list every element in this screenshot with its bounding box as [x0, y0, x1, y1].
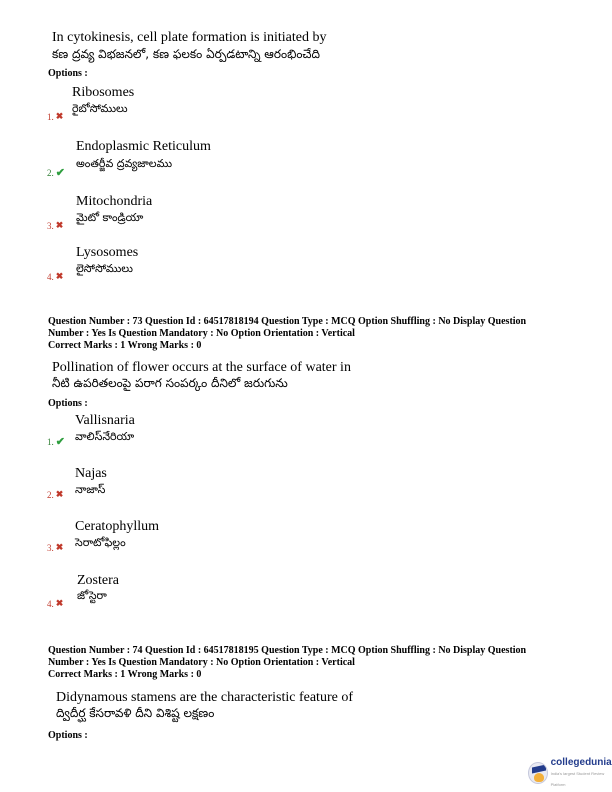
option-number: 2. — [47, 167, 54, 178]
cross-icon: ✖ — [55, 220, 64, 230]
q72-opt4-te: లైసోసోములు — [76, 262, 133, 275]
q73-opt2-te: నాజాస్ — [75, 483, 106, 496]
q73-opt3-te: సెరాటోఫిల్లం — [75, 536, 126, 549]
q72-opt2-number — [47, 166, 65, 179]
q74-text-en: Didynamous stamens are the characteristic feature of — [56, 690, 353, 705]
q74-text-te: ద్విదీర్ఘ కేసరావళి దీని విశిష్ట లక్షణం — [56, 706, 215, 720]
option-number: 1. — [47, 111, 54, 122]
q73-opt1-en: Vallisnaria — [75, 413, 135, 428]
q73-text-te: నీటి ఉపరితలంపై పరాగ సంపర్కం దీనిలో జరుగును — [52, 376, 288, 390]
q73-options-label: Options : — [48, 398, 88, 409]
cross-icon: ✖ — [55, 542, 64, 552]
q72-options-label: Options : — [48, 68, 88, 79]
q74-meta — [48, 645, 568, 681]
q72-opt1-te: రైబోసోములు — [72, 102, 128, 115]
q74-options-label: Options : — [48, 730, 88, 741]
q72-opt3-en: Mitochondria — [76, 194, 153, 209]
option-number: 4. — [47, 271, 54, 282]
q73-opt2-number — [47, 489, 63, 500]
q72-opt4-en: Lysosomes — [76, 245, 139, 260]
cross-icon: ✖ — [55, 271, 64, 281]
option-number: 1. — [47, 436, 54, 447]
q73-opt1-number — [47, 435, 65, 448]
q73-opt4-en: Zostera — [77, 573, 119, 588]
cross-icon: ✖ — [55, 111, 64, 121]
cross-icon: ✖ — [55, 598, 64, 608]
check-icon: ✔ — [55, 436, 65, 448]
q73-meta — [48, 316, 568, 352]
q73-opt4-te: జోస్టెరా — [77, 589, 107, 602]
q72-opt3-te: మైటో కాండ్రియా — [76, 211, 144, 224]
q72-opt1-number — [47, 111, 63, 122]
q73-text-en: Pollination of flower occurs at the surface of water in — [52, 360, 351, 375]
collegedunia-logo — [528, 758, 612, 788]
q73-opt2-en: Najas — [75, 466, 107, 481]
q72-text-te: కణ ద్రవ్య విభజనలో, కణ ఫలకం ఏర్పడటాన్ని ఆరంభించేది — [52, 47, 321, 61]
check-icon: ✔ — [55, 167, 65, 179]
q73-opt3-number — [47, 542, 63, 553]
option-number: 3. — [47, 542, 54, 553]
q74-marks: Correct Marks : 1 Wrong Marks : 0 — [48, 669, 202, 680]
logo-text — [551, 757, 612, 790]
q73-opt1-te: వాలిస్‌నేరియా — [75, 430, 135, 443]
option-number: 2. — [47, 489, 54, 500]
q74-meta-line2: Number : Yes Is Question Mandatory : No Option Orientation : Vertical — [48, 657, 355, 668]
q72-opt1-en: Ribosomes — [72, 85, 135, 100]
q72-text-en: In cytokinesis, cell plate formation is initiated by — [52, 30, 327, 45]
q73-meta-line2: Number : Yes Is Question Mandatory : No Option Orientation : Vertical — [48, 328, 355, 339]
q72-opt2-en: Endoplasmic Reticulum — [76, 139, 211, 154]
q73-meta-line1: Question Number : 73 Question Id : 64517818194 Question Type : MCQ Option Shuffling : No Display Question — [48, 316, 527, 327]
logo-mascot-icon — [528, 762, 548, 784]
q72-opt4-number — [47, 271, 63, 282]
q72-opt2-te: అంతర్జీవ ద్రవ్యజాలము — [76, 157, 173, 170]
option-number: 4. — [47, 598, 54, 609]
q73-marks: Correct Marks : 1 Wrong Marks : 0 — [48, 340, 202, 351]
q73-opt4-number — [47, 598, 63, 609]
q72-opt3-number — [47, 220, 63, 231]
option-number: 3. — [47, 220, 54, 231]
q74-meta-line1: Question Number : 74 Question Id : 64517818195 Question Type : MCQ Option Shuffling : No Display Question — [48, 645, 527, 656]
cross-icon: ✖ — [55, 489, 64, 499]
q73-opt3-en: Ceratophyllum — [75, 519, 159, 534]
logo-name: collegedunia — [550, 756, 612, 768]
logo-tagline: India's largest Student Review Platform — [550, 770, 605, 787]
